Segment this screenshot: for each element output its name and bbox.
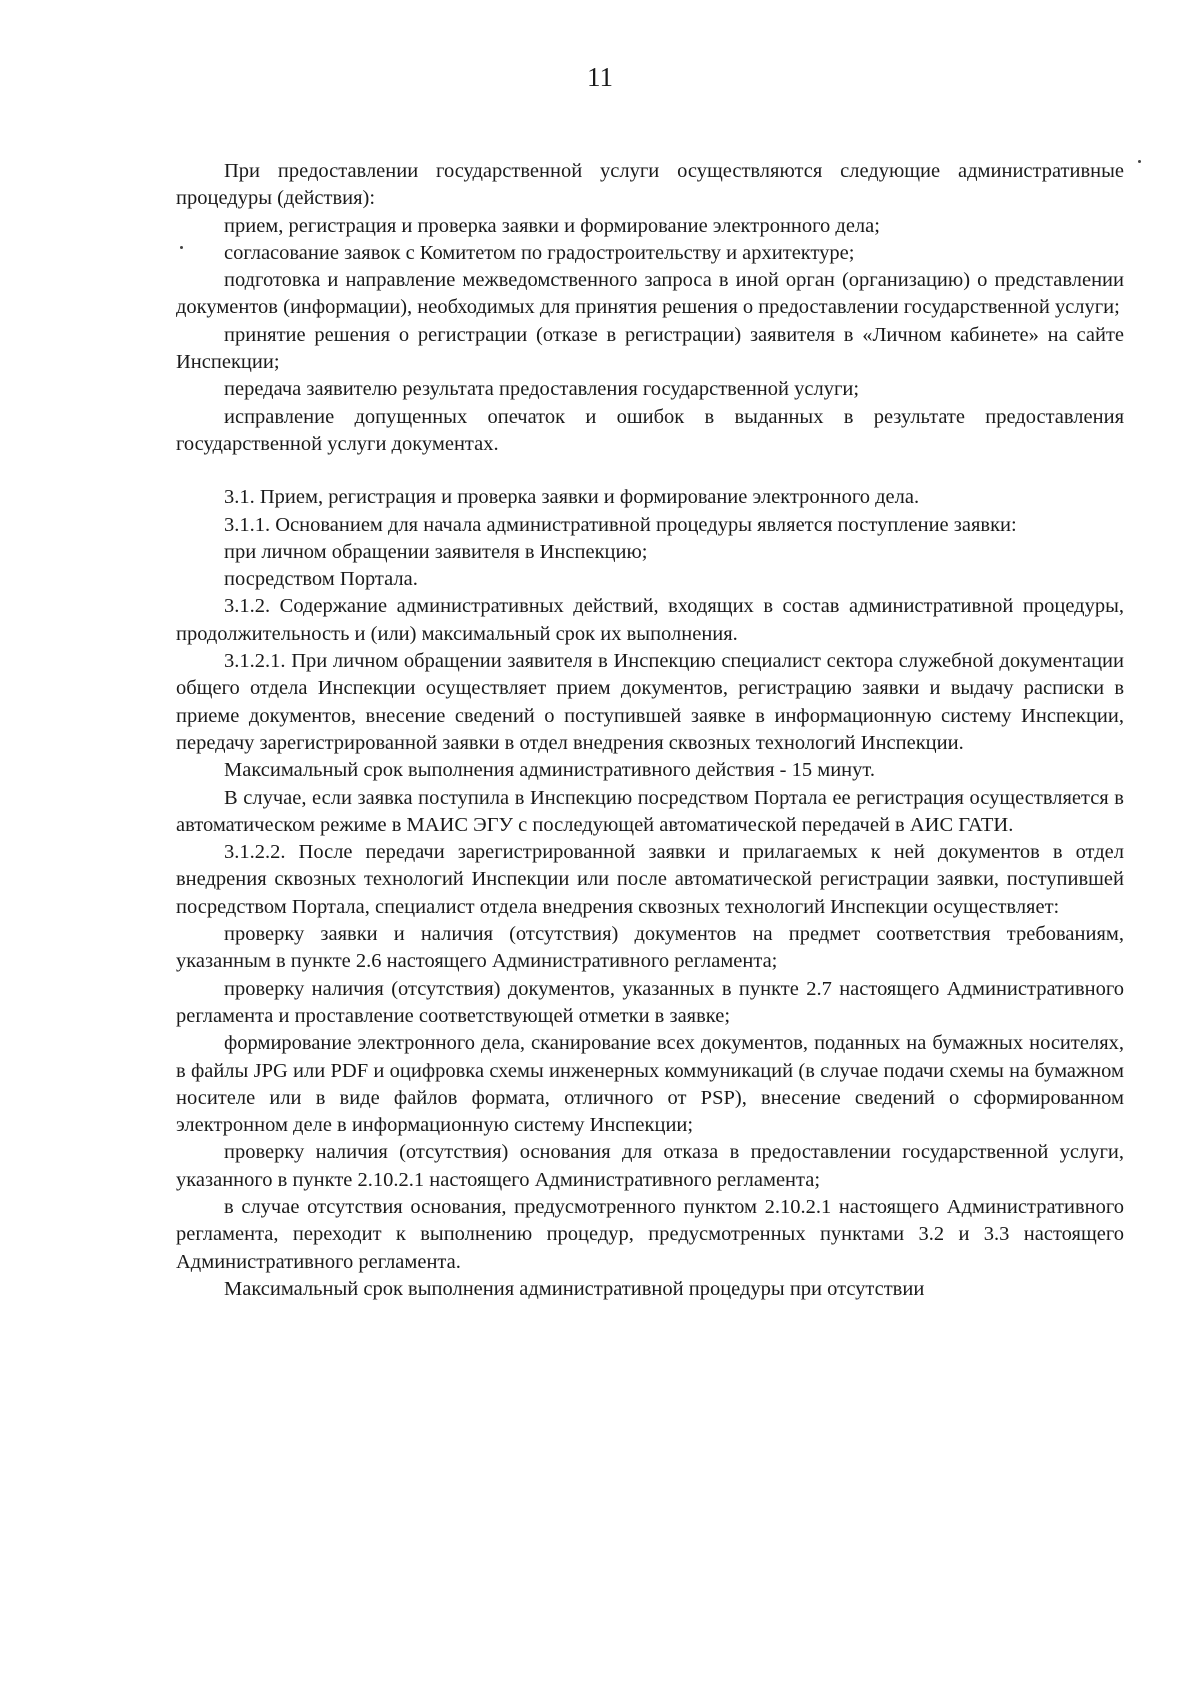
paragraph-3-1-1: 3.1.1. Основанием для начала административной процедуры является поступление заявки: <box>224 513 1017 536</box>
scan-artifact <box>1138 160 1141 163</box>
list-item-check: проверку наличия (отсутствия) основания для отказа в предоставлении государственной услуги, указанного в пункте 2.10.2.1 настоящего Административного регламента; <box>176 1141 1124 1191</box>
paragraph-max-time: Максимальный срок выполнения административного действия - 15 минут. <box>224 759 875 782</box>
paragraph-max-time-procedure: Максимальный срок выполнения административной процедуры при отсутствии <box>224 1277 925 1300</box>
paragraph-3-1-2: 3.1.2. Содержание административных действий, входящих в состав административной процедуры, продолжительность и (или) максимальный срок их выполнения. <box>176 595 1124 645</box>
list-item-procedure: передача заявителю результата предоставления государственной услуги; <box>224 378 860 401</box>
list-item-procedure: исправление допущенных опечаток и ошибок в выданных в результате предоставления государственной услуги документах. <box>176 405 1124 455</box>
list-item-check: проверку наличия (отсутствия) документов, указанных в пункте 2.7 настоящего Административного регламента и проставление соответствующей отметки в заявке; <box>176 977 1124 1027</box>
page-number: 11 <box>587 62 613 92</box>
section-heading-3-1: 3.1. Прием, регистрация и проверка заявки и формирование электронного дела. <box>224 486 920 509</box>
list-item-check: формирование электронного дела, сканирование всех документов, поданных на бумажных носителях, в файлы JPG или PDF и оцифровка схемы инженерных коммуникаций (в случае подачи схемы на бумажном носителе или в виде файлов формата, отличного от PSP), внесение сведений о сформированном электронном деле в информационную систему Инспекции; <box>176 1032 1124 1137</box>
list-item-submission: посредством Портала. <box>224 568 418 591</box>
list-item-submission: при личном обращении заявителя в Инспекцию; <box>224 540 648 563</box>
list-item-check: в случае отсутствия основания, предусмотренного пунктом 2.10.2.1 настоящего Административного регламента, переходит к выполнению процедур, предусмотренных пунктами 3.2 и 3.3 настоящего Административного регламента. <box>176 1195 1124 1273</box>
paragraph-3-1-2-2: 3.1.2.2. После передачи зарегистрированной заявки и прилагаемых к ней документов в отдел внедрения сквозных технологий Инспекции или после автоматической регистрации заявки, поступившей посредством Портала, специалист отдела внедрения сквозных технологий Инспекции осуществляет: <box>176 841 1124 918</box>
list-item-procedure: подготовка и направление межведомственного запроса в иной орган (организацию) о представлении документов (информации), необходимых для принятия решения о предоставлении государственной услуги; <box>176 269 1124 319</box>
list-item-procedure: согласование заявок с Комитетом по градостроительству и архитектуре; <box>224 241 855 264</box>
list-item-procedure: прием, регистрация и проверка заявки и формирование электронного дела; <box>224 214 880 237</box>
list-item-procedure: принятие решения о регистрации (отказе в регистрации) заявителя в «Личном кабинете» на сайте Инспекции; <box>176 323 1124 374</box>
paragraph-3-1-2-1: 3.1.2.1. При личном обращении заявителя в Инспекцию специалист сектора служебной документации общего отдела Инспекции осуществляет прием документов, регистрацию заявки и выдачу расписки в приеме документов, внесение сведений о поступившей заявке в информационную систему Инспекции, передачу зарегистрированной заявки в отдел внедрения сквозных технологий Инспекции. <box>176 650 1124 754</box>
paragraph-intro: При предоставлении государственной услуги осуществляются следующие административные процедуры (действия): <box>176 160 1124 210</box>
scan-artifact <box>180 246 183 249</box>
paragraph-portal-case: В случае, если заявка поступила в Инспекцию посредством Портала ее регистрация осуществляется в автоматическом режиме в МАИС ЭГУ с последующей автоматической передачей в АИС ГАТИ. <box>176 786 1124 836</box>
document-body <box>176 158 1124 1303</box>
list-item-check: проверку заявки и наличия (отсутствия) документов на предмет соответствия требованиям, указанным в пункте 2.6 настоящего Административного регламента; <box>176 923 1124 973</box>
